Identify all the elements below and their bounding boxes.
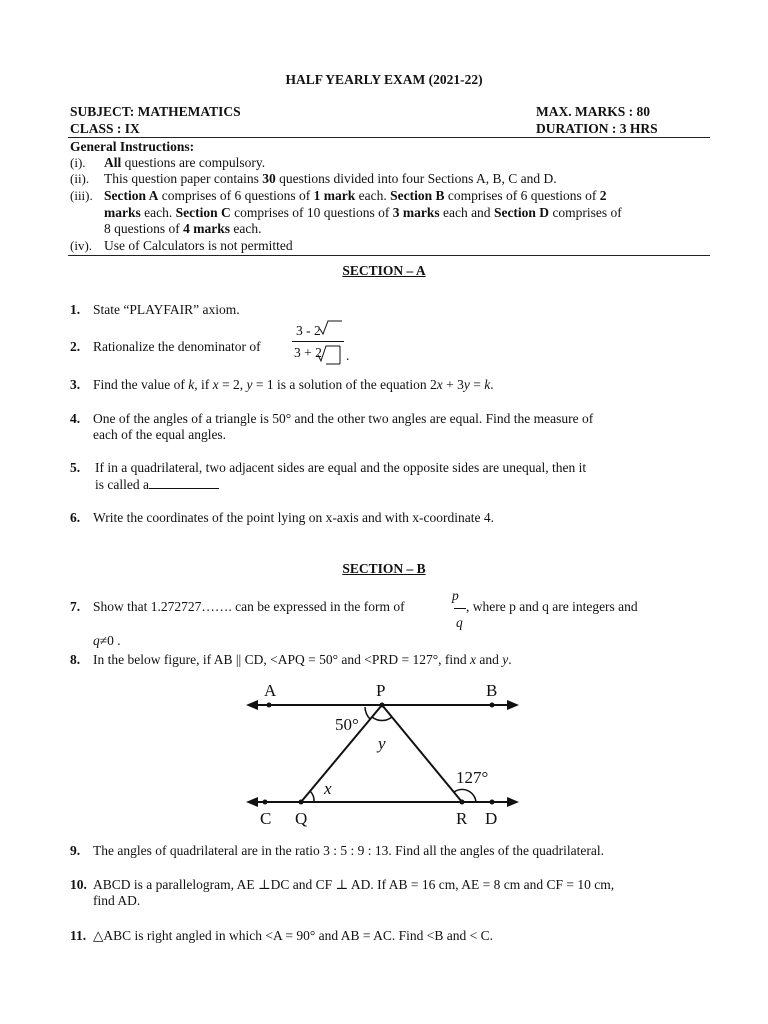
class-label: CLASS : IX	[70, 121, 140, 136]
question-text: △ABC is right angled in which <A = 90° and AB = AC. Find <B and < C.	[93, 928, 493, 943]
instruction-item-cont: 8 questions of 4 marks each.	[104, 221, 262, 236]
arc-apq	[365, 707, 370, 719]
question-number: 4.	[70, 411, 81, 426]
section-b-title: SECTION – B	[342, 561, 426, 576]
label-q: Q	[295, 809, 308, 828]
subject-label: SUBJECT: MATHEMATICS	[70, 104, 241, 119]
header-divider	[68, 137, 710, 138]
exam-title: HALF YEARLY EXAM (2021-22)	[285, 72, 483, 87]
question-text: Write the coordinates of the point lying on x-axis and with x-coordinate 4.	[93, 510, 494, 525]
question-text: State “PLAYFAIR” axiom.	[93, 302, 240, 317]
question-number: 8.	[70, 652, 81, 667]
fraction-p: p	[452, 588, 459, 603]
question-text: Rationalize the denominator of	[93, 339, 261, 354]
question-number: 11.	[70, 928, 87, 943]
label-a: A	[264, 681, 277, 700]
instruction-number: (iii).	[70, 188, 93, 203]
instruction-item-cont: marks each. Section C comprises of 10 questions of 3 marks each and Section D comprises of	[104, 205, 622, 220]
instruction-item: Section A comprises of 6 questions of 1 mark each. Section B comprises of 6 questions of 2	[104, 188, 607, 203]
label-b: B	[486, 681, 498, 700]
point-b	[490, 703, 495, 708]
arc-y	[372, 717, 392, 721]
fraction-denominator: 3 + 2	[294, 345, 322, 360]
question-text-cont: find AD.	[93, 893, 141, 908]
arrow-a	[246, 700, 258, 710]
question-text: ABCD is a parallelogram, AE ⊥DC and CF ⊥ AD. If AB = 16 cm, AE = 8 cm and CF = 10 cm,	[93, 877, 615, 892]
instruction-item: Use of Calculators is not permitted	[104, 238, 293, 253]
parallel-lines-figure	[240, 680, 530, 830]
question-text-cont: , where p and q are integers and	[466, 599, 638, 614]
label-angle-y: y	[378, 734, 386, 753]
question-number: 1.	[70, 302, 81, 317]
question-text-cont: each of the equal angles.	[93, 427, 227, 442]
instruction-number: (i).	[70, 155, 86, 170]
question-text: Show that 1.272727……. can be expressed in the form of	[93, 599, 405, 614]
sqrt-symbol-bottom	[316, 343, 344, 365]
point-c	[263, 800, 268, 805]
arrow-d	[507, 797, 519, 807]
question-text: In the below figure, if AB || CD, <APQ = 50° and <PRD = 127°, find x and y.	[93, 652, 512, 667]
fraction-numerator: 3 - 2	[296, 323, 321, 338]
point-p	[380, 703, 385, 708]
duration-label: DURATION : 3 HRS	[536, 121, 658, 136]
fraction-bar	[454, 608, 466, 609]
question-text: If in a quadrilateral, two adjacent sides are equal and the opposite sides are unequal, then it	[95, 460, 587, 475]
label-d: D	[485, 809, 498, 828]
question-number: 9.	[70, 843, 81, 858]
point-a	[267, 703, 272, 708]
sqrt-symbol-top	[318, 319, 344, 337]
arrow-b	[507, 700, 519, 710]
question-text: One of the angles of a triangle is 50° and the other two angles are equal. Find the measure of	[93, 411, 594, 426]
arrowheads	[246, 700, 519, 807]
instruction-item: All questions are compulsory.	[104, 155, 266, 170]
question-number: 6.	[70, 510, 81, 525]
label-r: R	[456, 809, 468, 828]
label-angle-apq: 50°	[335, 715, 359, 734]
question-number: 3.	[70, 377, 81, 392]
instructions-divider	[68, 255, 710, 256]
section-a-title: SECTION – A	[342, 263, 426, 278]
label-angle-x: x	[324, 779, 332, 798]
arc-x	[310, 791, 314, 802]
question-text-cont: is called a	[95, 476, 219, 493]
instruction-number: (iv).	[70, 238, 93, 253]
arrow-c	[246, 797, 258, 807]
point-q	[299, 800, 304, 805]
instruction-number: (ii).	[70, 171, 90, 186]
point-d	[490, 800, 495, 805]
point-r	[460, 800, 465, 805]
instruction-item: This question paper contains 30 questions divided into four Sections A, B, C and D.	[104, 171, 557, 186]
question-text: Find the value of k, if x = 2, y = 1 is a solution of the equation 2x + 3y = k.	[93, 377, 494, 392]
question-number: 7.	[70, 599, 81, 614]
max-marks-label: MAX. MARKS : 80	[536, 104, 650, 119]
fraction-q: q	[456, 615, 463, 630]
label-p: P	[376, 681, 386, 700]
instructions-heading: General Instructions:	[70, 139, 195, 154]
question-number: 2.	[70, 339, 81, 354]
transversal-pr	[382, 705, 462, 802]
question-text: The angles of quadrilateral are in the ratio 3 : 5 : 9 : 13. Find all the angles of the quadrilateral.	[93, 843, 604, 858]
answer-blank	[149, 476, 219, 489]
question-number: 5.	[70, 460, 81, 475]
question-text-cont: q≠0 .	[93, 633, 121, 648]
question-number: 10.	[70, 877, 87, 892]
fraction-bar	[292, 341, 344, 342]
label-c: C	[260, 809, 272, 828]
label-angle-prd: 127°	[456, 768, 489, 787]
